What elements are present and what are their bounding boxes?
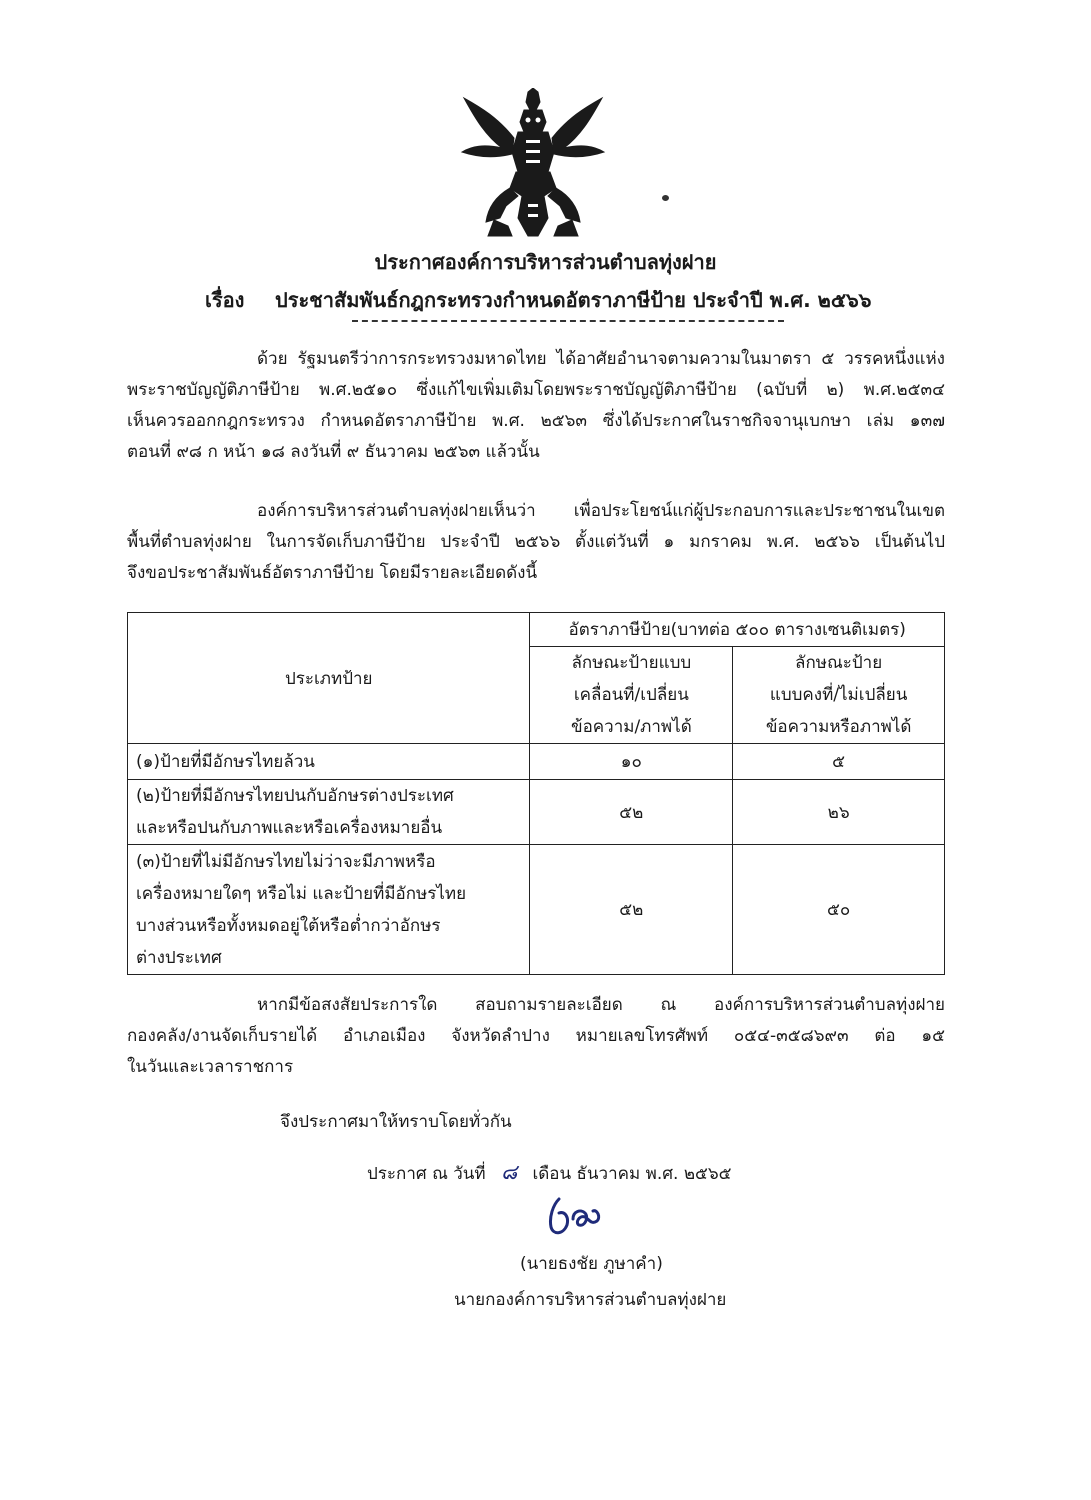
announcement-subject xyxy=(205,284,871,316)
sign-type-header: ประเภทป้าย xyxy=(128,613,530,744)
paragraph-3 xyxy=(127,990,945,1083)
paragraph-line: พระราชบัญญัติภาษีป้าย พ.ศ.๒๕๑๐ ซึ่งแก้ไขเพิ่มเติมโดยพระราชบัญญัติภาษีป้าย (ฉบับที่ ๒) พ.ศ.๒๕๓๔ xyxy=(127,380,945,400)
title-divider xyxy=(352,320,784,322)
date-line xyxy=(367,1156,732,1189)
movable-rate: ๕๒ xyxy=(530,780,733,845)
movable-sign-header: ลักษณะป้ายแบบ เคลื่อนที่/เปลี่ยน ข้อความ/ภาพได้ xyxy=(530,647,733,744)
fixed-rate: ๕๐ xyxy=(733,845,945,975)
fixed-rate: ๒๖ xyxy=(733,780,945,845)
subject-text: ประชาสัมพันธ์กฎกระทรวงกำหนดอัตราภาษีป้าย ประจำปี พ.ศ. ๒๕๖๖ xyxy=(275,288,872,312)
date-suffix: เดือน ธันวาคม พ.ศ. ๒๕๖๕ xyxy=(532,1164,732,1184)
announce-line: จึงประกาศมาให้ทราบโดยทั่วกัน xyxy=(280,1112,512,1132)
paragraph-line: กองคลัง/งานจัดเก็บรายได้ อำเภอเมือง จังหวัดลำปาง หมายเลขโทรศัพท์ ๐๕๔-๓๕๘๖๙๓ ต่อ ๑๕ xyxy=(127,1026,945,1046)
rate-group-header: อัตราภาษีป้าย(บาทต่อ ๕๐๐ ตารางเซนติเมตร) xyxy=(530,613,945,647)
paragraph-line: ในวันและเวลาราชการ xyxy=(127,1057,294,1077)
row-label: (๑)ป้ายที่มีอักษรไทยล้วน xyxy=(128,744,530,780)
signer-name: (นายธงชัย ภูษาคำ) xyxy=(520,1254,663,1274)
table-row xyxy=(128,845,945,975)
paragraph-line: พื้นที่ตำบลทุ่งฝาย ในการจัดเก็บภาษีป้าย ประจำปี ๒๕๖๖ ตั้งแต่วันที่ ๑ มกราคม พ.ศ. ๒๕๖๖ เป็นต้นไป xyxy=(127,532,945,552)
signer-title: นายกองค์การบริหารส่วนตำบลทุ่งฝาย xyxy=(454,1290,727,1310)
fixed-rate: ๕ xyxy=(733,744,945,780)
row-label: (๒)ป้ายที่มีอักษรไทยปนกับอักษรต่างประเทศ และหรือปนกับภาพและหรือเครื่องหมายอื่น xyxy=(128,780,530,845)
subject-label: เรื่อง xyxy=(205,288,245,312)
row-label: (๓)ป้ายที่ไม่มีอักษรไทยไม่ว่าจะมีภาพหรือ เครื่องหมายใดๆ หรือไม่ และป้ายที่มีอักษรไทย บางส่วนหรือทั้งหมดอยู่ใต้หรือต่ำกว่าอักษร ต่างประเทศ xyxy=(128,845,530,975)
paragraph-2 xyxy=(127,496,945,589)
fixed-sign-header: ลักษณะป้าย แบบคงที่/ไม่เปลี่ยน ข้อความหรือภาพได้ xyxy=(733,647,945,744)
movable-rate: ๕๒ xyxy=(530,845,733,975)
paragraph-line: ตอนที่ ๙๘ ก หน้า ๑๘ ลงวันที่ ๙ ธันวาคม ๒๕๖๓ แล้วนั้น xyxy=(127,442,540,462)
sign-tax-rate-table xyxy=(127,612,945,975)
announcement-title: ประกาศองค์การบริหารส่วนตำบลทุ่งฝาย xyxy=(374,250,717,274)
paragraph-line: เห็นควรออกกฎกระทรวง กำหนดอัตราภาษีป้าย พ.ศ. ๒๕๖๓ ซึ่งได้ประกาศในราชกิจจานุเบกษา เล่ม ๑๓๗ xyxy=(127,411,945,431)
paragraph-1 xyxy=(127,344,945,468)
paragraph-line: จึงขอประชาสัมพันธ์อัตราภาษีป้าย โดยมีรายละเอียดดังนี้ xyxy=(127,563,538,583)
paragraph-line: องค์การบริหารส่วนตำบลทุ่งฝายเห็นว่า เพื่อประโยชน์แก่ผู้ประกอบการและประชาชนในเขต xyxy=(257,501,945,521)
signature-icon xyxy=(545,1197,605,1237)
table-row xyxy=(128,744,945,780)
date-prefix: ประกาศ ณ วันที่ xyxy=(367,1164,486,1184)
paragraph-line: หากมีข้อสงสัยประการใด สอบถามรายละเอียด ณ องค์การบริหารส่วนตำบลทุ่งฝาย xyxy=(257,995,945,1015)
table-row xyxy=(128,780,945,845)
ink-dot xyxy=(662,195,669,201)
table-header-row xyxy=(128,613,945,647)
movable-rate: ๑๐ xyxy=(530,744,733,780)
garuda-emblem-icon xyxy=(458,88,608,238)
date-day: ๘ xyxy=(500,1160,518,1184)
paragraph-line: ด้วย รัฐมนตรีว่าการกระทรวงมหาดไทย ได้อาศัยอำนาจตามความในมาตรา ๕ วรรคหนึ่งแห่ง xyxy=(257,349,945,369)
